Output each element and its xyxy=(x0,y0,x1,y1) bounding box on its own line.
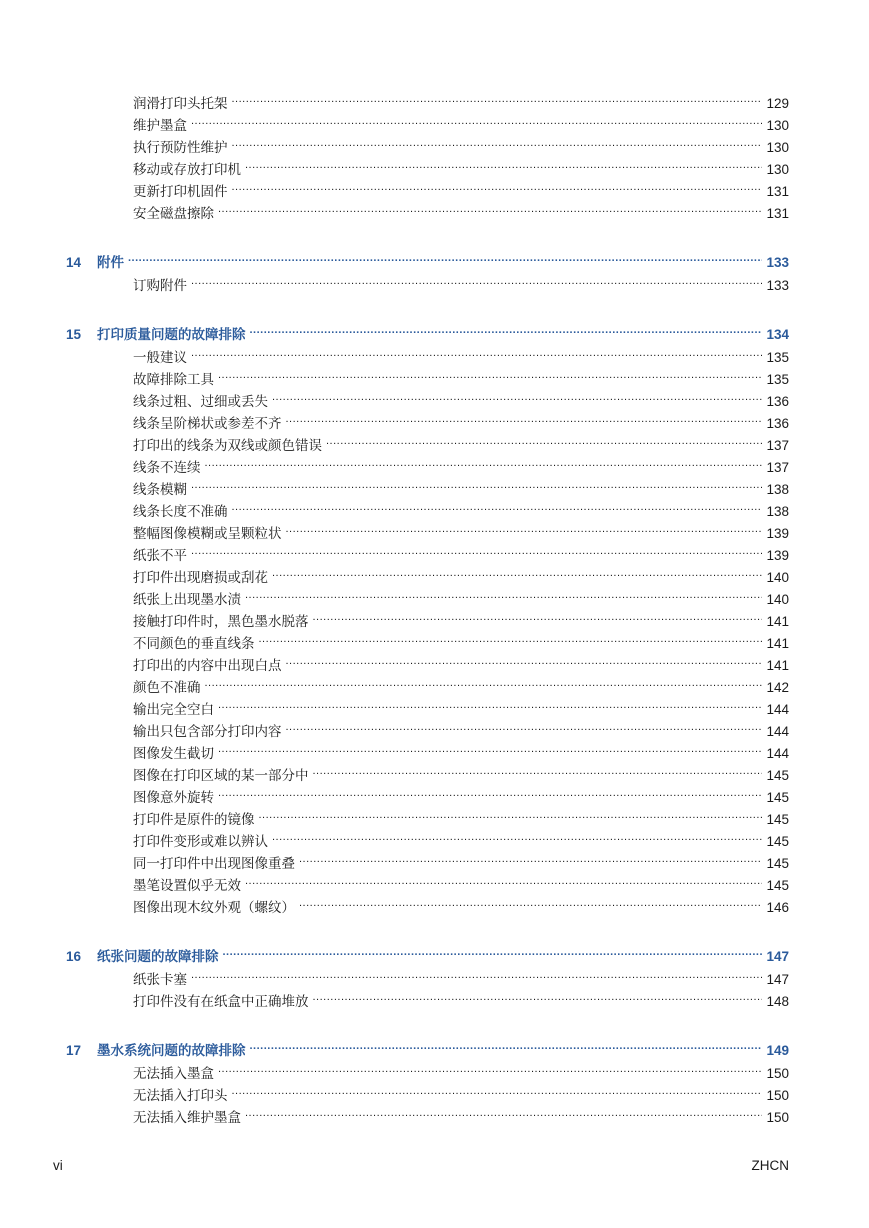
page-number: 145 xyxy=(766,812,789,827)
entry-title: 线条呈阶梯状或参差不齐 xyxy=(133,416,282,431)
toc-entry[interactable] xyxy=(133,714,789,739)
toc-entry[interactable] xyxy=(133,428,789,453)
entry-title: 执行预防性维护 xyxy=(133,140,228,155)
entry-title: 更新打印机固件 xyxy=(133,184,228,199)
page-number: 147 xyxy=(766,949,789,964)
toc-entry[interactable] xyxy=(133,516,789,541)
dot-leader xyxy=(205,450,763,472)
page-number: 141 xyxy=(766,658,789,673)
dot-leader xyxy=(218,196,762,218)
page-number: 145 xyxy=(766,878,789,893)
dot-leader xyxy=(245,868,762,890)
dot-leader xyxy=(232,130,763,152)
dot-leader xyxy=(259,626,763,648)
toc-entry[interactable] xyxy=(133,108,789,133)
entry-title: 墨笔设置似乎无效 xyxy=(133,878,241,893)
dot-leader xyxy=(245,1100,762,1122)
dot-leader xyxy=(191,472,762,494)
page-number: 130 xyxy=(766,162,789,177)
toc-entry[interactable] xyxy=(133,340,789,365)
toc-entry[interactable] xyxy=(133,890,789,915)
entry-title: 维护墨盒 xyxy=(133,118,187,133)
entry-title: 打印件变形或难以辨认 xyxy=(133,834,268,849)
page-number: 130 xyxy=(766,118,789,133)
dot-leader xyxy=(223,939,763,961)
dot-leader xyxy=(272,560,762,582)
page-number: 139 xyxy=(766,548,789,563)
entry-title: 打印出的内容中出现白点 xyxy=(133,658,282,673)
entry-title: 润滑打印头托架 xyxy=(133,96,228,111)
toc-entry[interactable] xyxy=(133,626,789,651)
dot-leader xyxy=(313,604,763,626)
entry-title: 同一打印件中出现图像重叠 xyxy=(133,856,295,871)
dot-leader xyxy=(128,245,762,267)
page-number: 144 xyxy=(766,724,789,739)
toc-entry[interactable] xyxy=(133,868,789,893)
entry-title: 图像出现木纹外观（螺纹） xyxy=(133,900,295,915)
entry-title: 图像发生截切 xyxy=(133,746,214,761)
page-number: 145 xyxy=(766,790,789,805)
page-number: 137 xyxy=(766,460,789,475)
toc-entry[interactable] xyxy=(133,582,789,607)
page-number: 138 xyxy=(766,504,789,519)
dot-leader xyxy=(191,340,762,362)
dot-leader xyxy=(218,780,762,802)
dot-leader xyxy=(191,108,762,130)
chapter-number: 14 xyxy=(66,255,82,270)
dot-leader xyxy=(218,736,762,758)
dot-leader xyxy=(191,538,762,560)
toc-entry[interactable] xyxy=(133,984,789,1009)
dot-leader xyxy=(245,582,762,604)
page-number: 145 xyxy=(766,856,789,871)
entry-title: 图像在打印区域的某一部分中 xyxy=(133,768,309,783)
entry-title: 纸张上出现墨水渍 xyxy=(133,592,241,607)
dot-leader xyxy=(286,648,763,670)
dot-leader xyxy=(232,1078,763,1100)
toc-chapter-entry[interactable] xyxy=(66,317,789,342)
page-number: 131 xyxy=(766,206,789,221)
chapter-number: 17 xyxy=(66,1043,82,1058)
toc-entry[interactable] xyxy=(133,384,789,409)
toc-entry[interactable] xyxy=(133,560,789,585)
page-number: 140 xyxy=(766,570,789,585)
page-number: 133 xyxy=(766,278,789,293)
entry-title: 无法插入墨盒 xyxy=(133,1066,214,1081)
dot-leader xyxy=(218,362,762,384)
toc-entry[interactable] xyxy=(133,1056,789,1081)
page-number: 150 xyxy=(766,1066,789,1081)
chapter-title: 纸张问题的故障排除 xyxy=(97,949,219,964)
entry-title: 一般建议 xyxy=(133,350,187,365)
dot-leader xyxy=(191,268,762,290)
entry-title: 订购附件 xyxy=(133,278,187,293)
page-number: 134 xyxy=(766,327,789,342)
toc-entry[interactable] xyxy=(133,802,789,827)
entry-title: 纸张不平 xyxy=(133,548,187,563)
toc-entry[interactable] xyxy=(133,670,789,695)
toc-entry[interactable] xyxy=(133,450,789,475)
page-number: 129 xyxy=(766,96,789,111)
dot-leader xyxy=(232,494,763,516)
dot-leader xyxy=(313,758,763,780)
entry-title: 打印件出现磨损或刮花 xyxy=(133,570,268,585)
toc-entry[interactable] xyxy=(133,406,789,431)
page-number: 150 xyxy=(766,1088,789,1103)
toc-entry[interactable] xyxy=(133,736,789,761)
page-number: 141 xyxy=(766,614,789,629)
chapter-title: 墨水系统问题的故障排除 xyxy=(97,1043,246,1058)
dot-leader xyxy=(218,1056,762,1078)
entry-title: 打印件是原件的镜像 xyxy=(133,812,255,827)
toc-entry[interactable] xyxy=(133,494,789,519)
toc-entry[interactable] xyxy=(133,1100,789,1125)
entry-title: 安全磁盘擦除 xyxy=(133,206,214,221)
dot-leader xyxy=(232,86,763,108)
dot-leader xyxy=(191,962,762,984)
dot-leader xyxy=(299,890,762,912)
page-number-footer: vi xyxy=(53,1158,63,1173)
toc-entry[interactable] xyxy=(133,268,789,293)
toc-entry[interactable] xyxy=(133,604,789,629)
chapter-title: 附件 xyxy=(97,255,124,270)
dot-leader xyxy=(205,670,763,692)
entry-title: 输出只包含部分打印内容 xyxy=(133,724,282,739)
page-number: 150 xyxy=(766,1110,789,1125)
page-number: 130 xyxy=(766,140,789,155)
page-number: 145 xyxy=(766,834,789,849)
entry-title: 输出完全空白 xyxy=(133,702,214,717)
toc-entry[interactable] xyxy=(133,824,789,849)
page-number: 144 xyxy=(766,702,789,717)
dot-leader xyxy=(326,428,762,450)
page-number: 149 xyxy=(766,1043,789,1058)
locale-footer: ZHCN xyxy=(751,1158,789,1173)
page-number: 136 xyxy=(766,416,789,431)
dot-leader xyxy=(272,824,762,846)
toc-entry[interactable] xyxy=(133,174,789,199)
entry-title: 不同颜色的垂直线条 xyxy=(133,636,255,651)
dot-leader xyxy=(250,317,763,339)
dot-leader xyxy=(286,406,763,428)
dot-leader xyxy=(218,692,762,714)
dot-leader xyxy=(313,984,763,1006)
dot-leader xyxy=(250,1033,763,1055)
toc-entry[interactable] xyxy=(133,86,789,111)
toc-entry[interactable] xyxy=(133,692,789,717)
entry-title: 线条不连续 xyxy=(133,460,201,475)
toc-entry[interactable] xyxy=(133,780,789,805)
entry-title: 打印件没有在纸盒中正确堆放 xyxy=(133,994,309,1009)
dot-leader xyxy=(272,384,762,406)
entry-title: 颜色不准确 xyxy=(133,680,201,695)
entry-title: 移动或存放打印机 xyxy=(133,162,241,177)
toc-chapter-entry[interactable] xyxy=(66,939,789,964)
toc-entry[interactable] xyxy=(133,472,789,497)
page-number: 140 xyxy=(766,592,789,607)
toc-entry[interactable] xyxy=(133,152,789,177)
entry-title: 整幅图像模糊或呈颗粒状 xyxy=(133,526,282,541)
entry-title: 无法插入打印头 xyxy=(133,1088,228,1103)
page-number: 136 xyxy=(766,394,789,409)
page-number: 147 xyxy=(766,972,789,987)
page-number: 144 xyxy=(766,746,789,761)
entry-title: 图像意外旋转 xyxy=(133,790,214,805)
entry-title: 故障排除工具 xyxy=(133,372,214,387)
toc-entry[interactable] xyxy=(133,196,789,221)
toc-entry[interactable] xyxy=(133,846,789,871)
chapter-number: 16 xyxy=(66,949,82,964)
toc-entry[interactable] xyxy=(133,758,789,783)
entry-title: 线条过粗、过细或丢失 xyxy=(133,394,268,409)
dot-leader xyxy=(232,174,763,196)
entry-title: 无法插入维护墨盒 xyxy=(133,1110,241,1125)
page-number: 146 xyxy=(766,900,789,915)
page-number: 135 xyxy=(766,372,789,387)
toc-chapter-entry[interactable] xyxy=(66,245,789,270)
dot-leader xyxy=(245,152,762,174)
page-number: 145 xyxy=(766,768,789,783)
dot-leader xyxy=(286,516,763,538)
toc-entry[interactable] xyxy=(133,362,789,387)
dot-leader xyxy=(259,802,763,824)
dot-leader xyxy=(299,846,762,868)
entry-title: 接触打印件时，黑色墨水脱落 xyxy=(133,614,309,629)
page-number: 137 xyxy=(766,438,789,453)
toc-entry[interactable] xyxy=(133,538,789,563)
dot-leader xyxy=(286,714,763,736)
page-number: 142 xyxy=(766,680,789,695)
page-number: 131 xyxy=(766,184,789,199)
page-number: 138 xyxy=(766,482,789,497)
toc-entry[interactable] xyxy=(133,1078,789,1103)
toc-entry[interactable] xyxy=(133,962,789,987)
entry-title: 纸张卡塞 xyxy=(133,972,187,987)
page-number: 148 xyxy=(766,994,789,1009)
toc-entry[interactable] xyxy=(133,648,789,673)
chapter-number: 15 xyxy=(66,327,82,342)
entry-title: 线条长度不准确 xyxy=(133,504,228,519)
page-number: 133 xyxy=(766,255,789,270)
chapter-title: 打印质量问题的故障排除 xyxy=(97,327,246,342)
page-number: 141 xyxy=(766,636,789,651)
page-number: 135 xyxy=(766,350,789,365)
entry-title: 打印出的线条为双线或颜色错误 xyxy=(133,438,322,453)
toc-entry[interactable] xyxy=(133,130,789,155)
entry-title: 线条模糊 xyxy=(133,482,187,497)
page-number: 139 xyxy=(766,526,789,541)
toc-chapter-entry[interactable] xyxy=(66,1033,789,1058)
